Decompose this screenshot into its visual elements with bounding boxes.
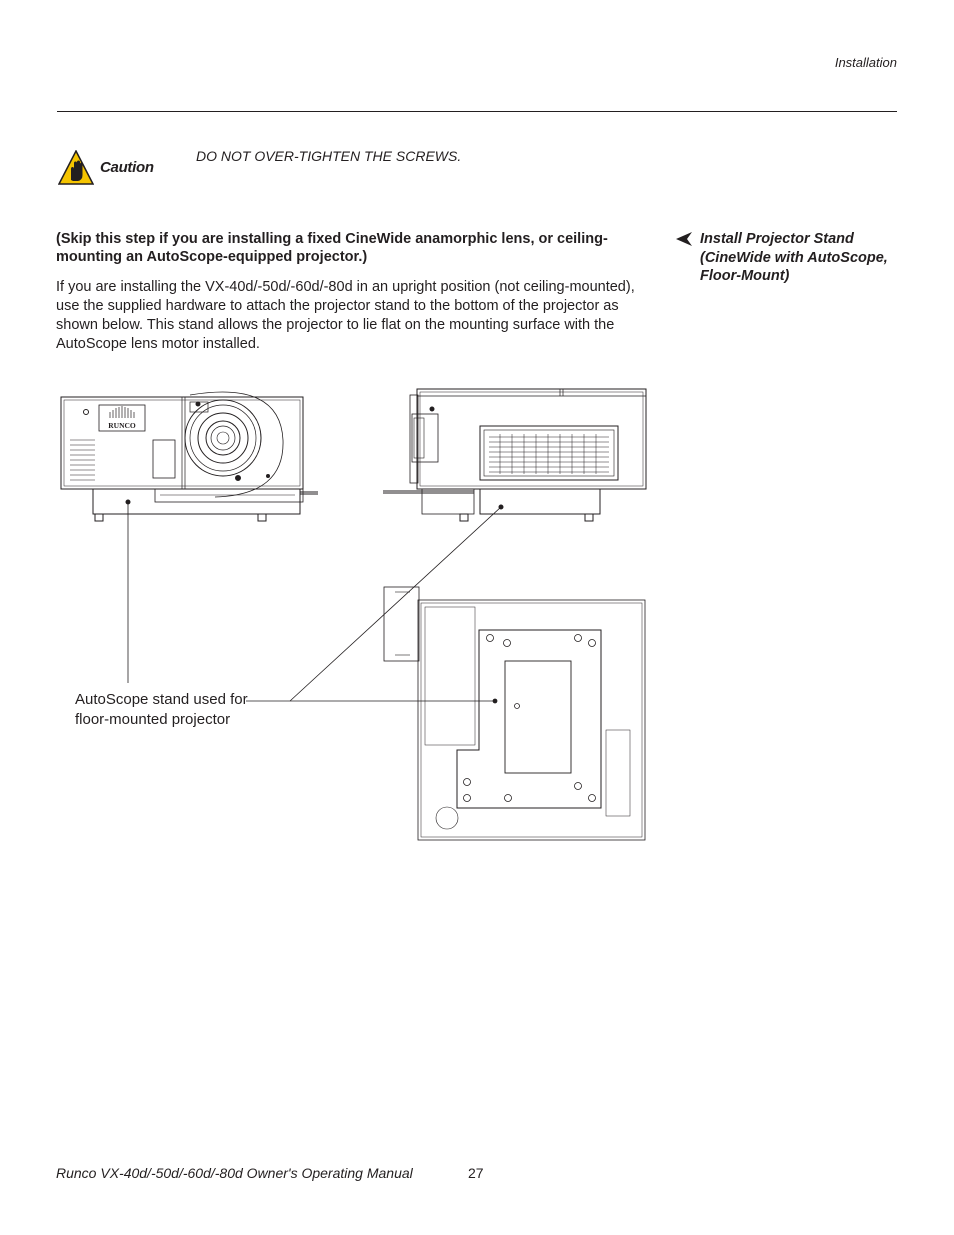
brand-logo: RUNCO [108, 421, 136, 430]
footer-title: Runco VX-40d/-50d/-60d/-80d Owner's Operating Manual [56, 1165, 413, 1181]
step-body: If you are installing the VX-40d/-50d/-60d/-80d in an upright position (not ceiling-mounted), use the supplied hardware to attach the projector stand to the bottom of the projector as shown below. This stand allows the projector to lie flat on the mounting surface with the AutoScope lens motor installed. [56, 279, 635, 352]
bottom-view-drawing [384, 587, 645, 840]
callout-leaders [128, 502, 501, 703]
page-number: 27 [468, 1165, 484, 1181]
caution-text: DO NOT OVER-TIGHTEN THE SCREWS. [196, 148, 462, 164]
running-header: Installation [834, 55, 897, 70]
step-title: (Skip this step if you are installing a fixed CineWide anamorphic lens, or ceiling-mounting an AutoScope-equipped projector.) [56, 231, 608, 265]
callout-label: AutoScope stand used for floor-mounted projector [75, 691, 248, 728]
side-view-drawing [383, 389, 646, 521]
front-view-drawing [61, 392, 318, 521]
side-heading: Install Projector Stand (CineWide with AutoScope, Floor-Mount) [700, 231, 888, 284]
caution-label: Caution [100, 159, 154, 176]
